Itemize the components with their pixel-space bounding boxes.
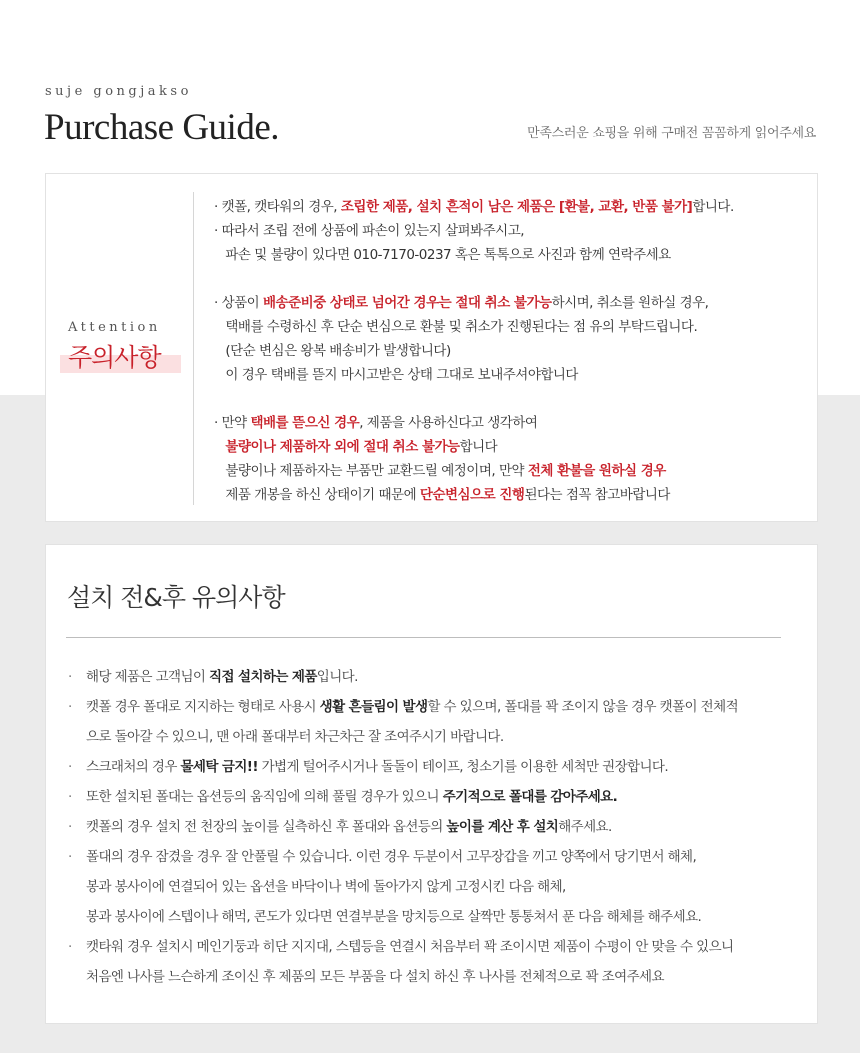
install-line [68,872,738,902]
install-line [68,842,738,872]
line-text: 봉과 봉사이에 연결되어 있는 옵션을 바닥이나 벽에 돌아가지 않게 고정시킨 다음 해체, [86,879,566,895]
attention-text [214,195,734,507]
emphasis-text: 불량이나 제품하자 외에 절대 취소 불가능 [225,439,460,455]
attention-line [214,387,734,411]
line-text: 불량이나 제품하자는 부품만 교환드릴 예정이며, 만약 [214,463,528,479]
attention-title: 주의사항 [68,343,161,372]
attention-line [214,459,734,483]
install-line [68,902,738,932]
line-text: 합니다. [692,199,734,215]
install-line [68,932,738,962]
page-title: Purchase Guide. [44,107,279,148]
line-text: 해주세요. [558,819,612,835]
line-text: 봉과 봉사이에 스텝이나 해먹, 콘도가 있다면 연결부분을 망치등으로 살짝만 통통쳐서 푼 다음 해체를 해주세요. [86,909,702,925]
emphasis-text: 배송준비중 상태로 넘어간 경우는 절대 취소 불가능 [263,295,552,311]
line-text: · 만약 [214,415,251,431]
line-text: 으로 돌아갈 수 있으니, 맨 아래 폴대부터 차근차근 잘 조여주시기 바랍니다. [86,729,504,745]
line-text: 캣폴의 경우 설치 전 천장의 높이를 실측하신 후 폴대와 옵션등의 [86,819,447,835]
bullet-dot: · [68,849,72,865]
bullet-dot: · [68,939,72,955]
page-subtitle: 만족스러운 쇼핑을 위해 구매전 꼼꼼하게 읽어주세요 [527,126,816,141]
line-text: (단순 변심은 왕복 배송비가 발생합니다) [214,343,451,359]
line-text: · 캣폴, 캣타워의 경우, [214,199,341,215]
install-line [68,812,738,842]
bold-text: 직접 설치하는 제품 [209,669,317,685]
line-text: 제품 개봉을 하신 상태이기 때문에 [214,487,420,503]
attention-line [214,411,734,435]
line-text: 할 수 있으며, 폴대를 꽉 조이지 않을 경우 캣폴이 전체적 [427,699,739,715]
install-line [68,662,738,692]
line-text: 합니다 [459,439,498,455]
bullet-dot: · [68,669,72,685]
attention-line [214,315,734,339]
line-text: 이 경우 택배를 뜯지 마시고받은 상태 그대로 보내주셔야합니다 [214,367,578,383]
install-title: 설치 전&후 유의사항 [67,583,285,612]
attention-label: Attention [68,320,161,335]
line-text: · 따라서 조립 전에 상품에 파손이 있는지 살펴봐주시고, [214,223,525,239]
attention-line [214,291,734,315]
attention-divider [193,192,194,505]
install-line [68,752,738,782]
line-text: 가볍게 털어주시거나 돌돌이 테이프, 청소기를 이용한 세척만 권장합니다. [257,759,669,775]
bold-text: 주기적으로 폴대를 감아주세요. [442,789,618,805]
line-text: 처음엔 나사를 느슨하게 조이신 후 제품의 모든 부품을 다 설치 하신 후 나사를 전체적으로 꽉 조여주세요 [86,969,664,985]
attention-line [214,339,734,363]
install-line [68,962,738,992]
line-text: 캣타워 경우 설치시 메인기둥과 히단 지지대, 스텝등을 연결시 처음부터 꽉 조이시면 제품이 수평이 안 맞을 수 있으니 [86,939,734,955]
install-line [68,782,738,812]
emphasis-text: 전체 환불을 원하실 경우 [527,463,666,479]
attention-line [214,363,734,387]
install-line [68,692,738,722]
emphasis-text: 단순변심으로 진행 [419,487,525,503]
emphasis-text: 택배를 뜯으신 경우 [250,415,360,431]
install-line [68,722,738,752]
line-text: , 제품을 사용하신다고 생각하여 [359,415,538,431]
bullet-dot: · [68,699,72,715]
line-text: 입니다. [316,669,358,685]
line-text: 해당 제품은 고객님이 [86,669,210,685]
bold-text: 물세탁 금지!! [180,759,258,775]
install-title-rule [66,637,781,638]
line-text: 또한 설치된 폴대는 옵션등의 움직임에 의해 풀릴 경우가 있으니 [86,789,443,805]
bullet-dot: · [68,789,72,805]
bold-text: 높이를 계산 후 설치 [446,819,559,835]
install-text [68,662,738,992]
attention-line [214,243,734,267]
line-text [214,439,225,455]
line-text: 캣폴 경우 폴대로 지지하는 형태로 사용시 [86,699,320,715]
line-text: 택배를 수령하신 후 단순 변심으로 환불 및 취소가 진행된다는 점 유의 부탁드립니다. [214,319,698,335]
brand-name: suje gongjakso [45,84,192,99]
line-text: 파손 및 불량이 있다면 010-7170-0237 혹은 톡톡으로 사진과 함께 연락주세요 [214,247,671,263]
attention-line [214,195,734,219]
attention-line [214,435,734,459]
line-text: · 상품이 [214,295,263,311]
line-text: 폴대의 경우 잠겼을 경우 잘 안풀릴 수 있습니다. 이런 경우 두분이서 고무장갑을 끼고 양쪽에서 당기면서 해체, [86,849,697,865]
bold-text: 생활 흔들림이 발생 [319,699,428,715]
line-text: 스크래처의 경우 [86,759,181,775]
attention-line [214,219,734,243]
attention-line [214,483,734,507]
line-text: 된다는 점꼭 참고바랍니다 [524,487,670,503]
emphasis-text: 조립한 제품, 설치 흔적이 남은 제품은 [환불, 교환, 반품 불가] [340,199,693,215]
line-text: 하시며, 취소를 원하실 경우, [551,295,709,311]
bullet-dot: · [68,819,72,835]
bullet-dot: · [68,759,72,775]
attention-line [214,267,734,291]
